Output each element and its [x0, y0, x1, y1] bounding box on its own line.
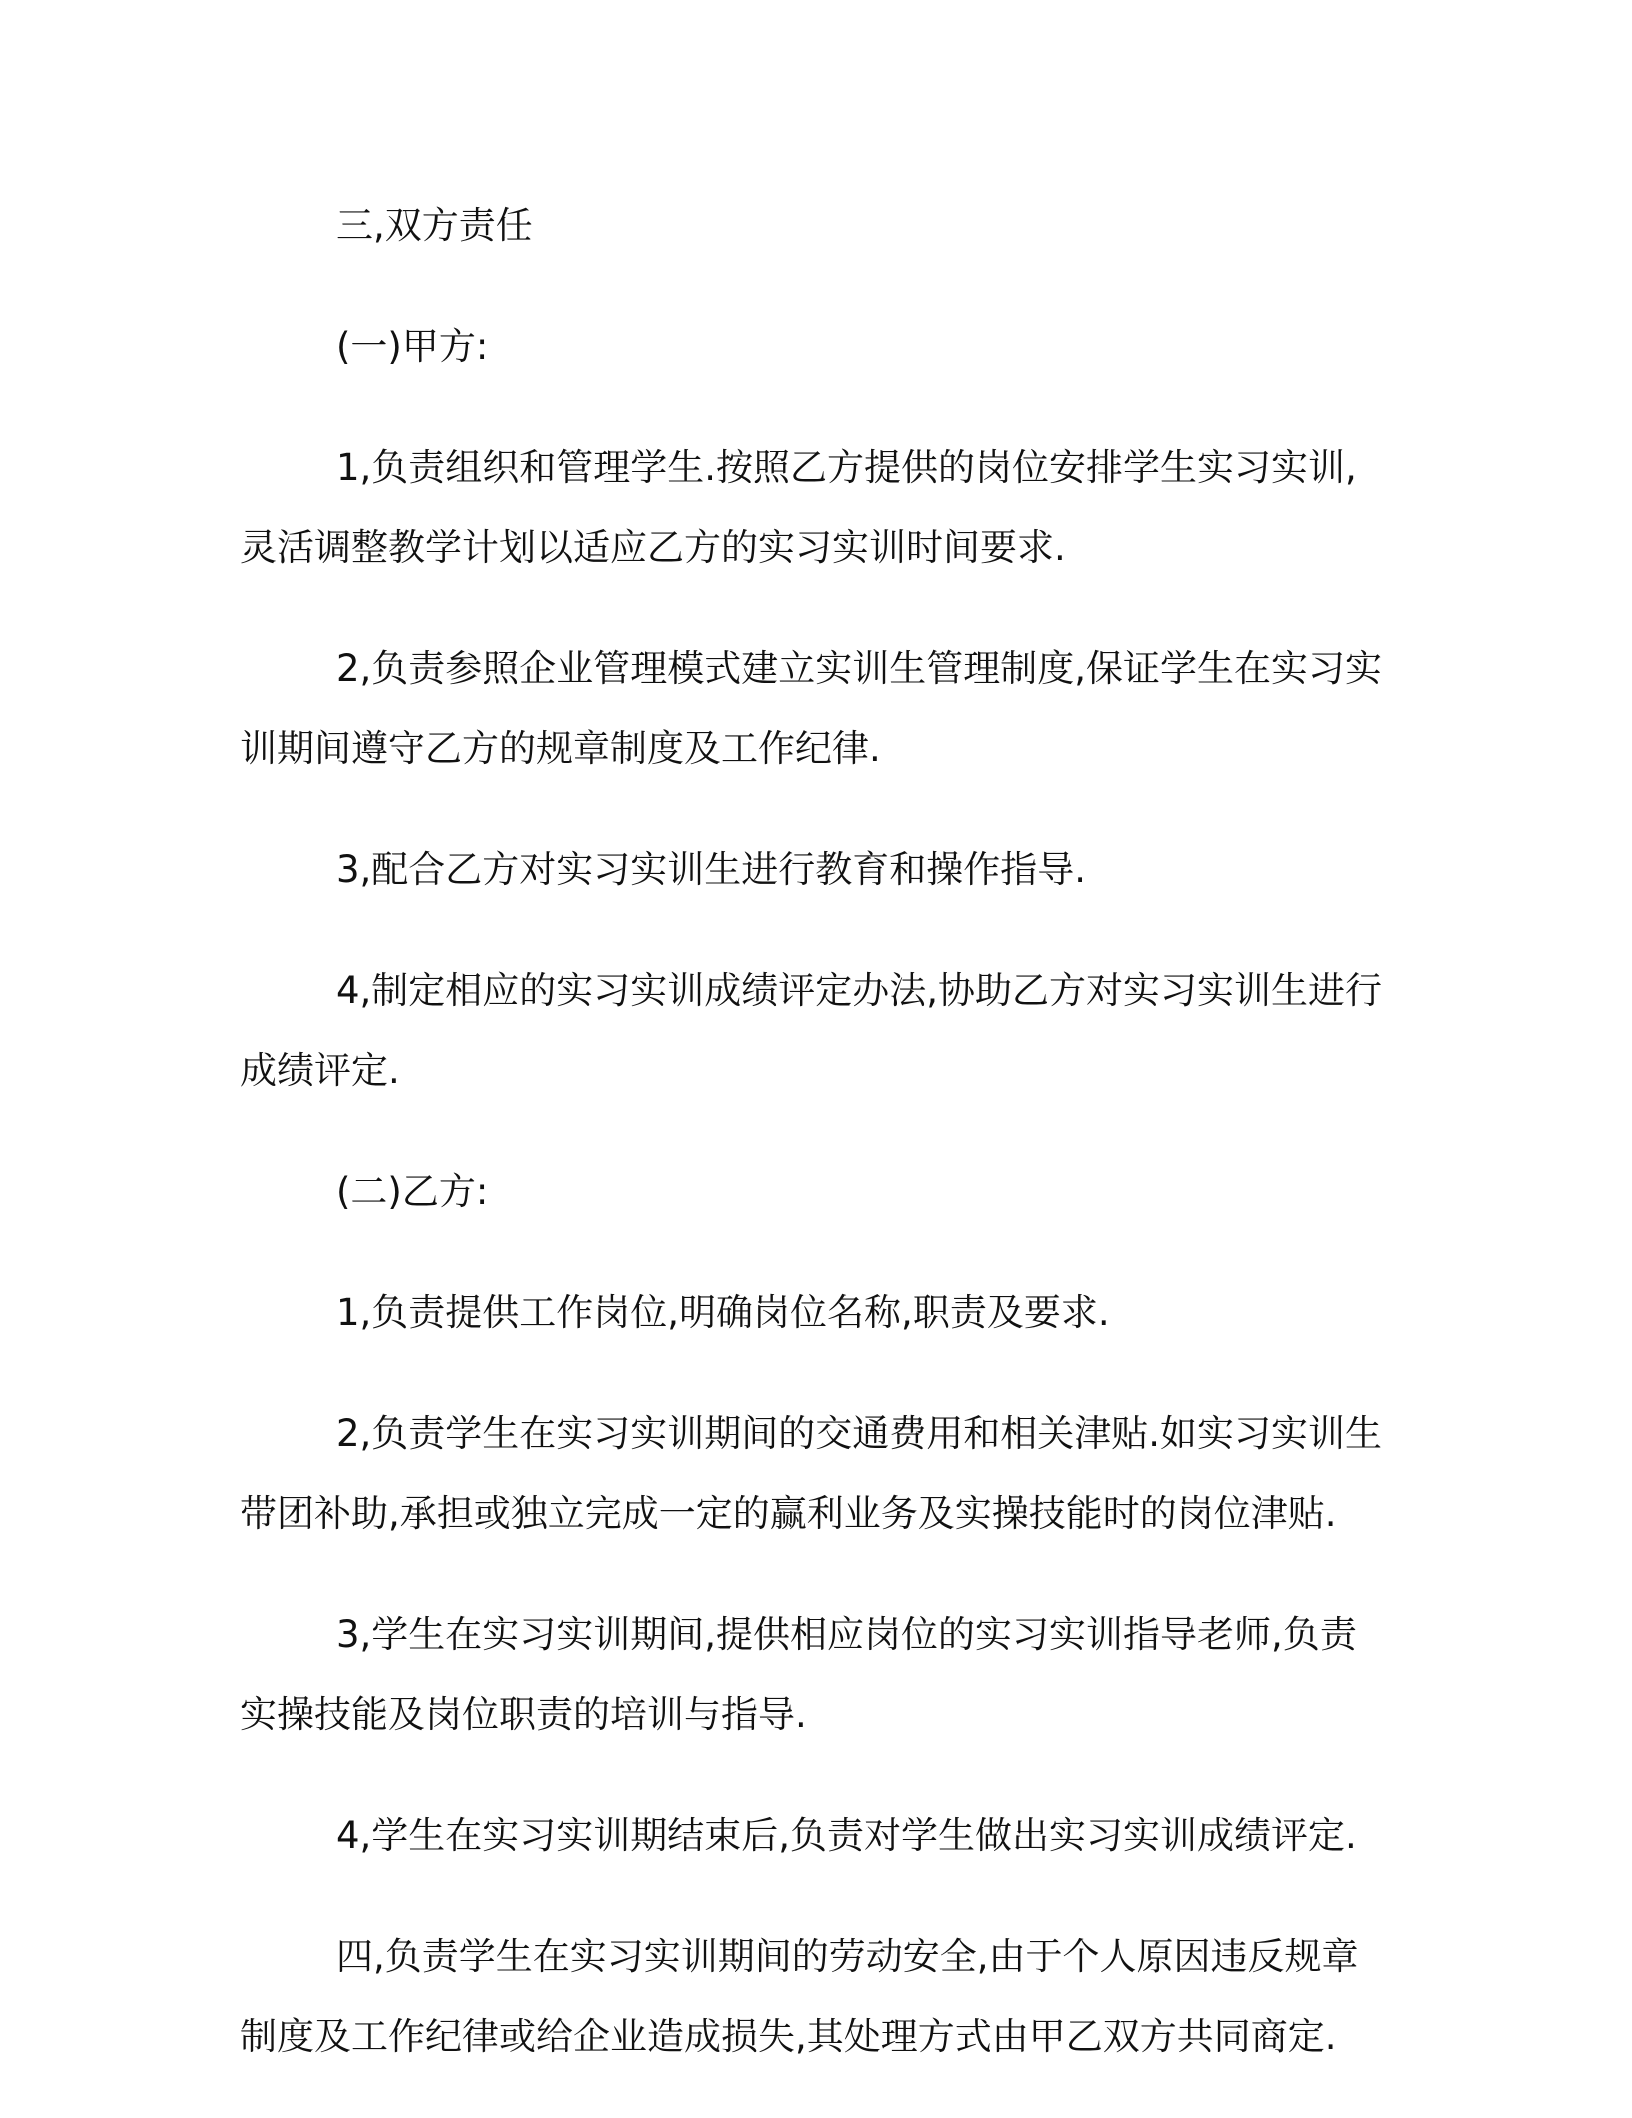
party-a-item-1-line-2: 灵活调整教学计划以适应乙方的实习实训时间要求.: [240, 526, 1066, 569]
party-a-item-1: [240, 428, 1392, 588]
section-title: 三,双方责任: [336, 204, 533, 247]
party-a-heading: (一)甲方:: [336, 325, 489, 368]
party-b-item-4: [240, 1796, 1392, 1876]
party-a-item-4-line-2: 成绩评定.: [240, 1049, 400, 1092]
party-a-item-1-line-1: 1,负责组织和管理学生.按照乙方提供的岗位安排学生实习实训,: [336, 446, 1357, 489]
party-a-item-4: [240, 951, 1392, 1111]
party-b-item-3-line-2: 实操技能及岗位职责的培训与指导.: [240, 1693, 807, 1736]
section-four-line-2: 制度及工作纪律或给企业造成损失,其处理方式由甲乙双方共同商定.: [240, 2015, 1337, 2058]
party-b-item-4-line-1: 4,学生在实习实训期结束后,负责对学生做出实习实训成绩评定.: [336, 1814, 1357, 1857]
party-b-item-1: [240, 1273, 1392, 1353]
party-a-item-3: [240, 830, 1392, 910]
party-b-item-2: [240, 1394, 1392, 1554]
party-b-item-1-line-1: 1,负责提供工作岗位,明确岗位名称,职责及要求.: [336, 1291, 1110, 1334]
document-body: [240, 186, 1392, 2118]
section-four-line-1: 四,负责学生在实习实训期间的劳动安全,由于个人原因违反规章: [336, 1935, 1359, 1978]
section-four: [240, 1917, 1392, 2077]
party-b-item-3-line-1: 3,学生在实习实训期间,提供相应岗位的实习实训指导老师,负责: [336, 1613, 1357, 1656]
party-b-item-2-line-2: 带团补助,承担或独立完成一定的赢利业务及实操技能时的岗位津贴.: [240, 1492, 1337, 1535]
party-a-item-4-line-1: 4,制定相应的实习实训成绩评定办法,协助乙方对实习实训生进行: [336, 969, 1383, 1012]
party-b-item-2-line-1: 2,负责学生在实习实训期间的交通费用和相关津贴.如实习实训生: [336, 1412, 1383, 1455]
party-a-item-2-line-1: 2,负责参照企业管理模式建立实训生管理制度,保证学生在实习实: [336, 647, 1383, 690]
party-a-item-2: [240, 629, 1392, 789]
party-a-item-3-line-1: 3,配合乙方对实习实训生进行教育和操作指导.: [336, 848, 1087, 891]
party-b-item-3: [240, 1595, 1392, 1755]
party-a-item-2-line-2: 训期间遵守乙方的规章制度及工作纪律.: [240, 727, 881, 770]
party-b-heading: (二)乙方:: [336, 1170, 489, 1213]
